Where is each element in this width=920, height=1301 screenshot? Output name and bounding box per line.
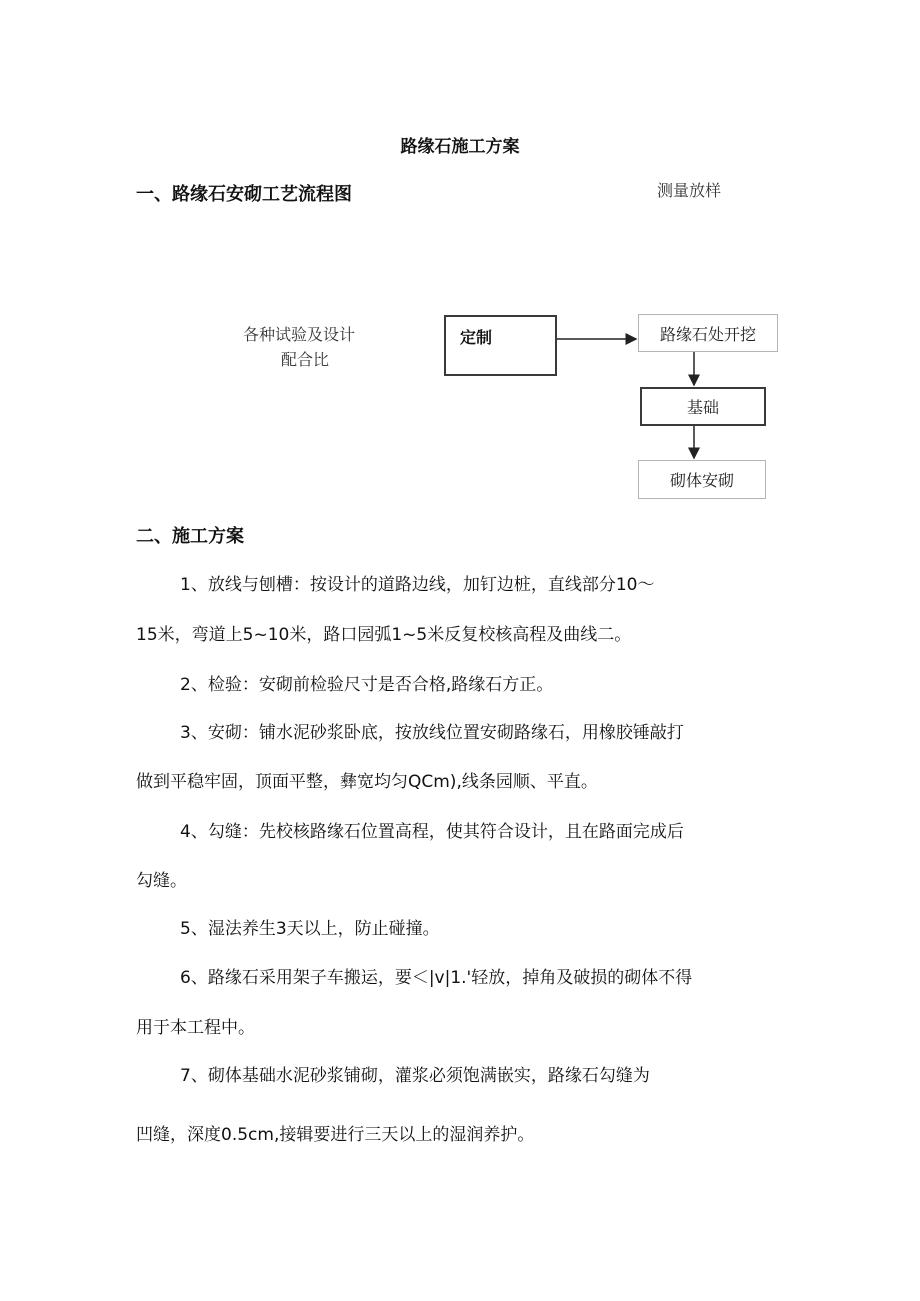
flow-node-excavation-label: 路缘石处开挖 [659,324,756,344]
flow-node-foundation-label: 基础 [686,398,719,417]
section-heading-flowchart: 一、路缘石安砌工艺流程图 [136,184,352,205]
flow-node-custom-label: 定制 [460,328,493,347]
flow-node-masonry-label: 砌体安砌 [669,471,734,490]
section-heading-plan: 二、施工方案 [136,526,244,547]
flow-label-survey: 测量放样 [657,181,722,200]
plan-line-8: 5、湿法养生3天以上，防止碰撞。 [180,919,440,939]
flow-label-tests-line2: 配合比 [281,350,330,369]
plan-line-2: 15米，弯道上5~10米，路口园弧1~5米反复校核高程及曲线二。 [136,625,632,645]
plan-line-1: 1、放线与刨槽：按设计的道路边线，加钉边桩，直线部分10〜 [180,575,655,595]
plan-line-9: 6、路缘石采用架子车搬运，要＜|v|1.'轻放，掉角及破损的砌体不得 [180,968,693,988]
plan-line-4: 3、安砌：铺水泥砂浆卧底，按放线位置安砌路缘石，用橡胶锤敲打 [180,723,684,743]
plan-line-6: 4、勾缝：先校核路缘石位置高程，使其符合设计，且在路面完成后 [180,822,684,842]
plan-line-10: 用于本工程中。 [136,1018,255,1038]
plan-line-12: 凹缝，深度0.5cm,接辑要进行三天以上的湿润养护。 [136,1125,535,1145]
plan-line-3: 2、检验：安砌前检验尺寸是否合格,路缘石方正。 [180,675,554,695]
flow-label-tests-line1: 各种试验及设计 [243,325,356,344]
plan-line-5: 做到平稳牢固，顶面平整，彝宽均匀QCm),线条园顺、平直。 [136,772,598,792]
plan-line-7: 勾缝。 [136,871,187,891]
flowchart-arrows [0,0,920,520]
document-title: 路缘石施工方案 [400,137,520,157]
plan-line-11: 7、砌体基础水泥砂浆铺砌，灌浆必须饱满嵌实，路缘石勾缝为 [180,1066,650,1086]
